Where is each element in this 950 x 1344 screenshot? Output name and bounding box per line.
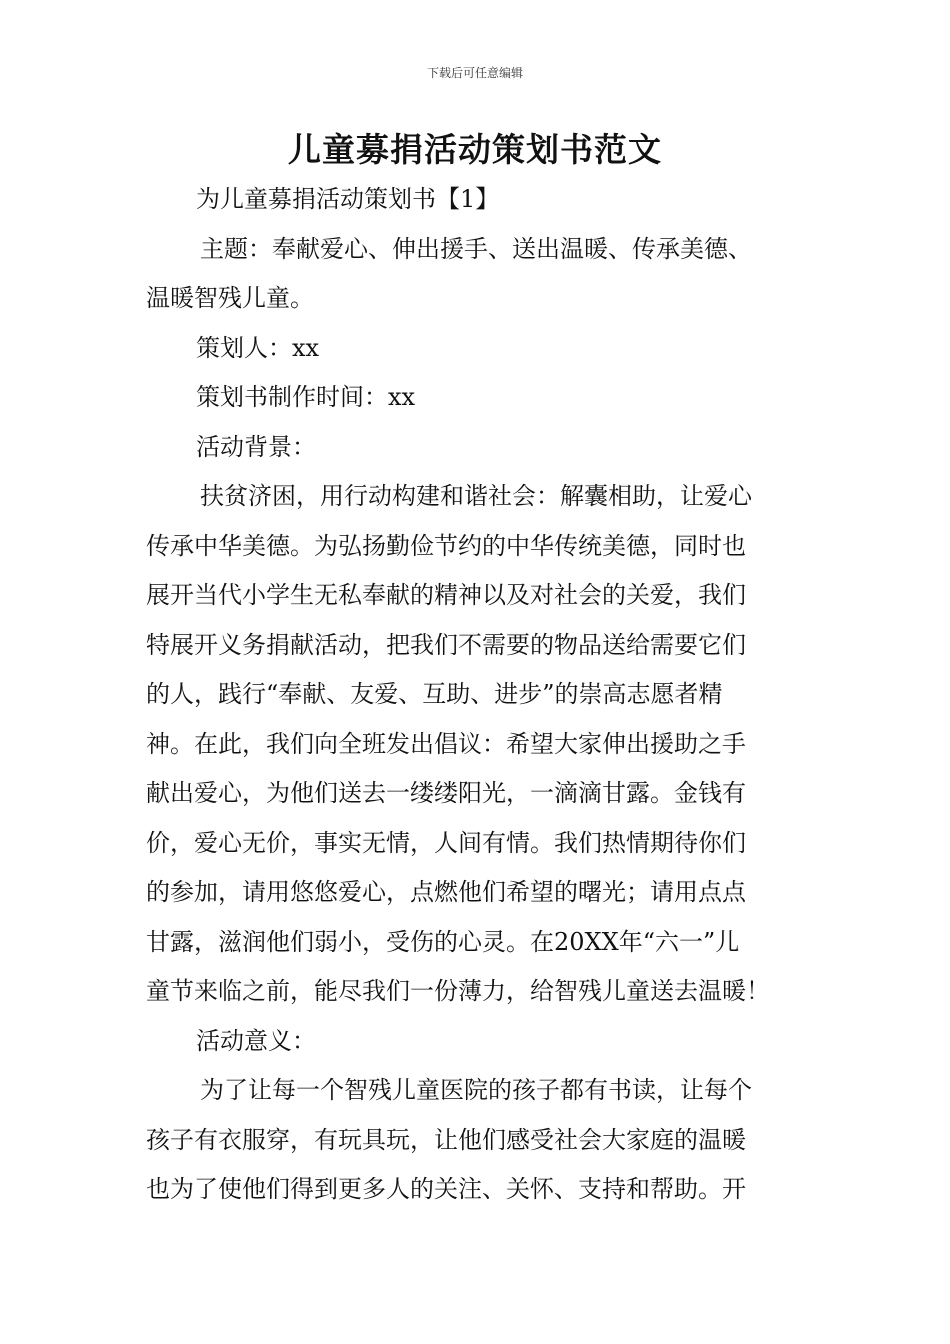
- paragraph-line: 也为了使他们得到更多人的关注、关怀、支持和帮助。开: [146, 1175, 746, 1203]
- paragraph-line: 为了让每一个智残儿童医院的孩子都有书读，让每个: [200, 1076, 752, 1104]
- paragraph-line: 展开当代小学生无私奉献的精神以及对社会的关爱，我们: [146, 581, 746, 609]
- paragraph-line: 孩子有衣服穿，有玩具玩，让他们感受社会大家庭的温暖: [146, 1125, 746, 1154]
- section-heading: 活动意义：: [196, 1026, 316, 1055]
- paragraph-line: 主题：奉献爱心、伸出援手、送出温暖、传承美德、: [200, 234, 752, 263]
- paragraph-line: 献出爱心，为他们送去一缕缕阳光，一滴滴甘露。金钱有: [146, 779, 746, 807]
- paragraph-line: 特展开义务捐献活动，把我们不需要的物品送给需要它们: [146, 630, 746, 659]
- document-title: 儿童募捐活动策划书范文: [288, 130, 662, 169]
- document-body: [146, 175, 806, 1215]
- paragraph-line: 传承中华美德。为弘扬勤俭节约的中华传统美德，同时也: [146, 531, 746, 560]
- planner-line: 策划人：xx: [196, 333, 320, 362]
- paragraph-line: 的人，践行“奉献、友爱、互助、进步”的崇高志愿者精: [146, 680, 723, 708]
- paragraph-line: 童节来临之前，能尽我们一份薄力，给智残儿童送去温暖！: [146, 977, 770, 1005]
- header-note: 下载后可任意编辑: [426, 66, 523, 80]
- section-heading: 活动背景：: [196, 432, 316, 461]
- paragraph-line: 神。在此，我们向全班发出倡议：希望大家伸出援助之手: [146, 729, 746, 758]
- paragraph-line: 的参加，请用悠悠爱心，点燃他们希望的曙光；请用点点: [146, 878, 746, 906]
- paragraph-line: 扶贫济困，用行动构建和谐社会：解囊相助，让爱心: [200, 482, 752, 510]
- section-heading: 为儿童募捐活动策划书【1】: [196, 185, 500, 213]
- paragraph-line: 甘露，滋润他们弱小，受伤的心灵。在20XX年“六一”儿: [146, 927, 740, 956]
- planning-date-line: 策划书制作时间：xx: [196, 383, 416, 411]
- paragraph-line: 温暖智残儿童。: [146, 284, 314, 312]
- paragraph-line: 价，爱心无价，事实无情，人间有情。我们热情期待你们: [146, 828, 746, 857]
